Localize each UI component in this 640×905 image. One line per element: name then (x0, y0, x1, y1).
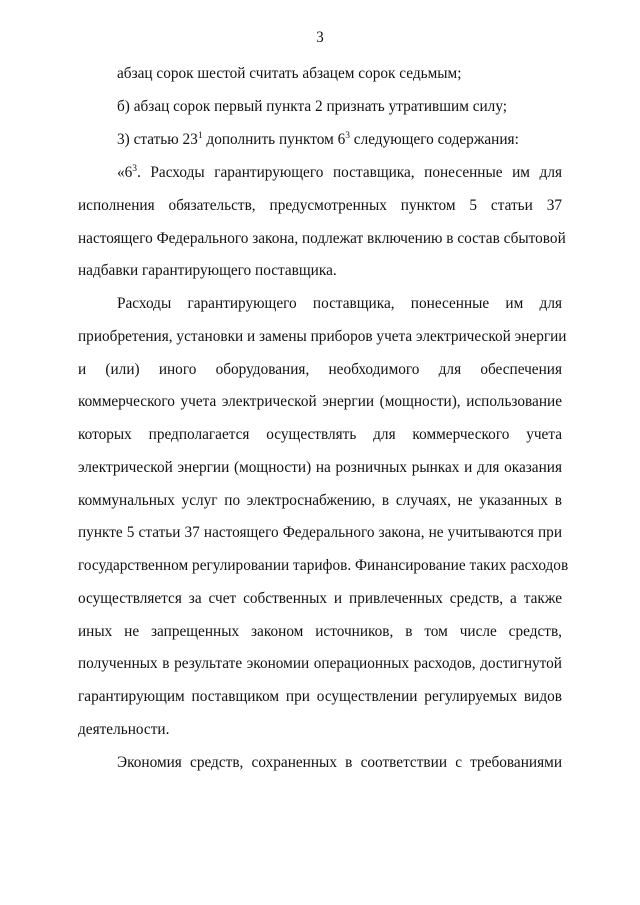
text-line: Расходы гарантирующего поставщика, понесенные им для (117, 295, 562, 312)
superscript: 1 (197, 131, 203, 141)
text-line (117, 164, 562, 182)
text-line: которых предполагается осуществлять для коммерческого учета (78, 426, 562, 443)
text-line: пункте 5 статьи 37 настоящего Федерального закона, не учитываются при (78, 524, 562, 541)
text-line: Экономия средств, сохраненных в соответствии с требованиями (117, 754, 562, 771)
text-line: настоящего Федерального закона, подлежат включению в состав сбытовой (78, 230, 566, 247)
text-segment: «6 (117, 164, 133, 181)
text-line: деятельности. (78, 721, 170, 738)
text-line: электрической энергии (мощности) на розничных рынках и для оказания (78, 459, 562, 476)
text-segment: следующего содержания: (349, 131, 519, 148)
text-line: и (или) иного оборудования, необходимого для обеспечения (78, 361, 562, 378)
text-segment: . Расходы гарантирующего поставщика, понесенные им для (137, 164, 562, 181)
text-segment: дополнить пунктом 6 (202, 131, 346, 148)
page-number: 3 (316, 29, 324, 46)
text-segment: 3) статью 23 (117, 131, 198, 148)
text-line: коммерческого учета электрической энергии (мощности), использование (78, 393, 562, 410)
text-line: иных не запрещенных законом источников, в том числе средств, (78, 623, 562, 640)
text-line: исполнения обязательств, предусмотренных пунктом 5 статьи 37 (78, 197, 562, 214)
text-line: государственном регулировании тарифов. Финансирование таких расходов (78, 557, 569, 574)
text-line: надбавки гарантирующего поставщика. (78, 262, 337, 279)
text-line: гарантирующим поставщиком при осуществлении регулируемых видов (78, 688, 562, 705)
text-line: приобретения, установки и замены приборов учета электрической энергии (78, 328, 567, 345)
text-line: абзац сорок шестой считать абзацем сорок седьмым; (117, 65, 462, 82)
text-line: полученных в результате экономии операционных расходов, достигнутой (78, 655, 562, 672)
text-line: коммунальных услуг по электроснабжению, в случаях, не указанных в (78, 492, 562, 509)
text-line: осуществляется за счет собственных и привлеченных средств, а также (78, 590, 562, 607)
superscript: 3 (132, 164, 138, 174)
text-line (117, 131, 562, 149)
superscript: 3 (345, 131, 350, 141)
text-line: б) абзац сорок первый пункта 2 признать утратившим силу; (117, 98, 508, 115)
